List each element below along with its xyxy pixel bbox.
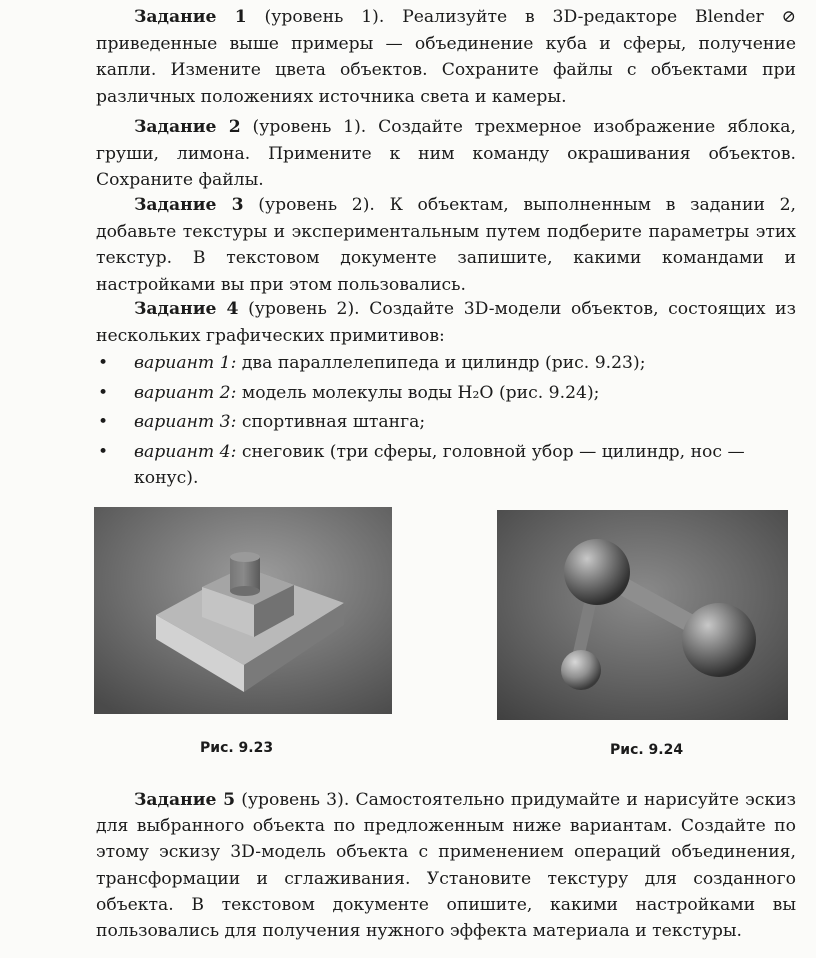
task-3-text: К объектам, выполненным в задании 2, добавьте текстуры и экспериментальным путем подберите параметры этих текстур. В текстовом документе запишите, какими командами и настройками вы при этом пользовались.	[96, 195, 796, 295]
figure-9-24-caption: Рис. 9.24	[610, 742, 684, 758]
figure-9-24-image	[497, 510, 788, 720]
task-3-title: Задание 3	[134, 195, 244, 215]
task-1-text: Реализуйте в 3D-редакторе Blender ⊘ приведенные выше примеры — объединение куба и сферы, получение капли. Измените цвета объектов. Сохраните файлы с объектами при различных положениях источника света и камеры.	[96, 7, 796, 107]
variant-label: вариант 1:	[134, 353, 237, 373]
task-5-paragraph	[96, 787, 796, 944]
figure-9-23-caption: Рис. 9.23	[200, 740, 274, 756]
bullet-icon: •	[98, 382, 109, 403]
task-2-paragraph	[96, 114, 796, 194]
bullet-icon: •	[98, 412, 109, 432]
list-item	[96, 380, 796, 407]
task-2-level: (уровень 1).	[240, 117, 379, 137]
list-item	[96, 409, 796, 436]
bullet-icon: •	[98, 441, 109, 462]
variant-text: снеговик (три сферы, головной убор — цилиндр, нос — конус).	[134, 441, 745, 488]
task-1-paragraph	[96, 4, 796, 110]
list-item	[96, 350, 796, 377]
variant-text: спортивная штанга;	[236, 412, 426, 432]
task-4-paragraph	[96, 296, 796, 349]
task-1-title: Задание 1	[134, 7, 247, 27]
variant-label: вариант 4:	[134, 441, 237, 462]
variant-label: вариант 2:	[134, 382, 237, 403]
bullet-icon: •	[98, 353, 109, 373]
task-2-text: Создайте трехмерное изображение яблока, груши, лимона. Примените к ним команду окрашивания объектов. Сохраните файлы.	[96, 117, 796, 190]
variant-text: модель молекулы воды H₂O (рис. 9.24);	[236, 382, 600, 403]
task-2-title: Задание 2	[134, 117, 241, 137]
task-4-text: Создайте 3D-модели объектов, состоящих из нескольких графических примитивов:	[96, 299, 796, 346]
task-5-level: (уровень 3).	[235, 790, 356, 810]
task-4-title: Задание 4	[134, 299, 239, 319]
task-5-text: Самостоятельно придумайте и нарисуйте эскиз для выбранного объекта по предложенным ниже вариантам. Создайте по этому эскизу 3D-модель объекта с применением операций объединения, трансформации и сглаживания. Установите текстуру для созданного объекта. В текстовом документе опишите, какими настройками вы пользовались для получения нужного эффекта материала и текстуры.	[96, 790, 796, 942]
task-5-title: Задание 5	[134, 790, 236, 810]
task-4-level: (уровень 2).	[238, 299, 370, 319]
task-3-paragraph	[96, 192, 796, 298]
variants-list	[96, 350, 796, 495]
task-1-level: (уровень 1).	[246, 7, 403, 27]
figure-9-23-image	[94, 507, 392, 714]
task-3-level: (уровень 2).	[243, 195, 390, 215]
variant-text: два параллелепипеда и цилиндр (рис. 9.23);	[236, 353, 646, 373]
list-item	[96, 439, 796, 492]
variant-label: вариант 3:	[134, 412, 237, 432]
